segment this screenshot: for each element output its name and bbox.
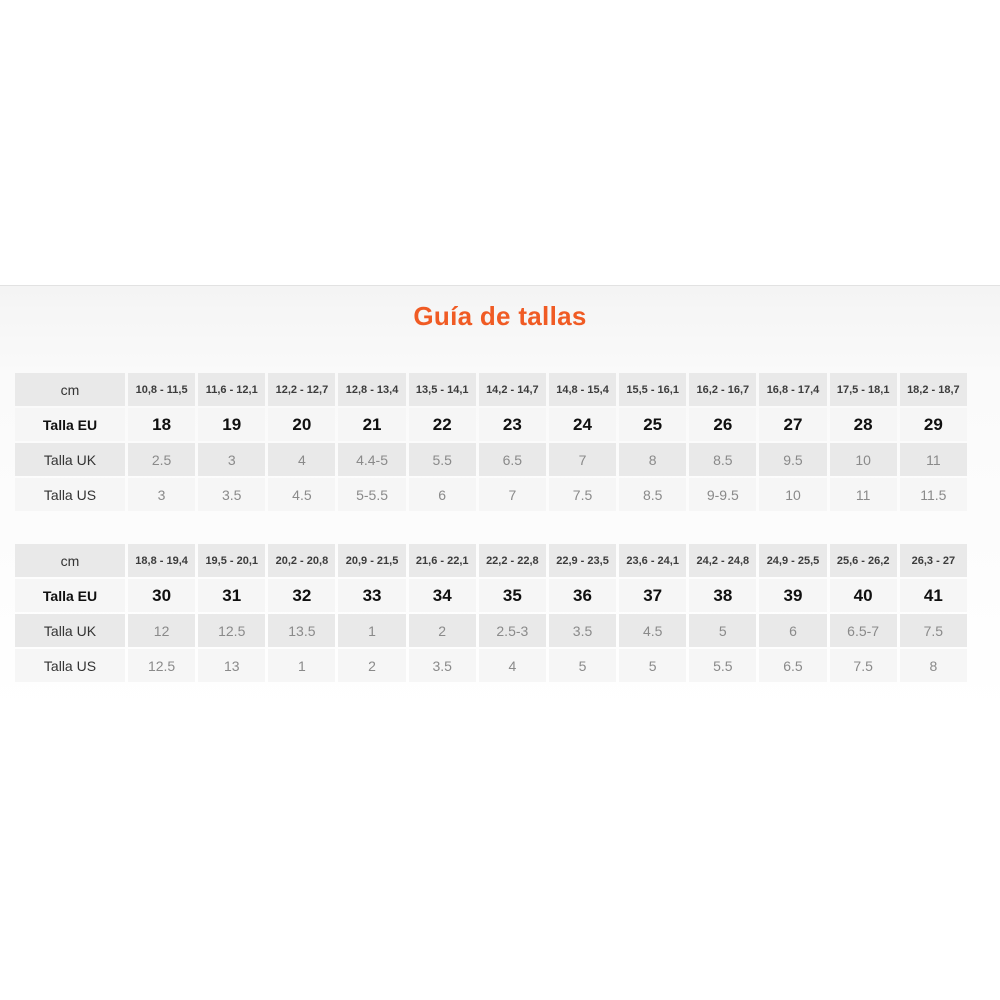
size-cell-eu: 34 <box>409 579 476 612</box>
size-cell-eu: 32 <box>268 579 335 612</box>
size-cell-eu: 37 <box>619 579 686 612</box>
size-cell-uk: 12 <box>128 614 195 647</box>
size-cell-us: 8 <box>900 649 967 682</box>
size-cell-uk: 6 <box>759 614 826 647</box>
table-row-us <box>15 478 967 511</box>
top-whitespace <box>0 0 1000 285</box>
table-row-cm <box>15 544 967 577</box>
size-cell-uk: 6.5-7 <box>830 614 897 647</box>
size-cell-uk: 2.5 <box>128 443 195 476</box>
size-cell-eu: 25 <box>619 408 686 441</box>
size-cell-uk: 5 <box>689 614 756 647</box>
size-cell-eu: 18 <box>128 408 195 441</box>
size-cell-us: 5 <box>549 649 616 682</box>
size-cell-cm: 12,8 - 13,4 <box>338 373 405 406</box>
size-cell-us: 7.5 <box>830 649 897 682</box>
size-cell-us: 3 <box>128 478 195 511</box>
size-table-small-sizes <box>12 371 970 513</box>
size-cell-cm: 17,5 - 18,1 <box>830 373 897 406</box>
size-cell-cm: 16,8 - 17,4 <box>759 373 826 406</box>
table-row-uk <box>15 614 967 647</box>
size-cell-eu: 39 <box>759 579 826 612</box>
size-cell-eu: 28 <box>830 408 897 441</box>
table-row-eu <box>15 579 967 612</box>
size-cell-cm: 20,9 - 21,5 <box>338 544 405 577</box>
size-cell-uk: 8.5 <box>689 443 756 476</box>
size-cell-uk: 11 <box>900 443 967 476</box>
size-cell-cm: 10,8 - 11,5 <box>128 373 195 406</box>
row-label-cm: cm <box>15 544 125 577</box>
size-cell-us: 11.5 <box>900 478 967 511</box>
table-row-us <box>15 649 967 682</box>
size-cell-eu: 23 <box>479 408 546 441</box>
size-cell-uk: 6.5 <box>479 443 546 476</box>
size-cell-uk: 7.5 <box>900 614 967 647</box>
size-cell-us: 13 <box>198 649 265 682</box>
table-row-eu <box>15 408 967 441</box>
size-cell-us: 3.5 <box>409 649 476 682</box>
size-cell-cm: 18,2 - 18,7 <box>900 373 967 406</box>
size-cell-uk: 8 <box>619 443 686 476</box>
row-label-us: Talla US <box>15 649 125 682</box>
size-cell-cm: 25,6 - 26,2 <box>830 544 897 577</box>
size-cell-uk: 12.5 <box>198 614 265 647</box>
size-cell-eu: 19 <box>198 408 265 441</box>
size-cell-cm: 20,2 - 20,8 <box>268 544 335 577</box>
size-cell-eu: 29 <box>900 408 967 441</box>
size-cell-us: 5-5.5 <box>338 478 405 511</box>
size-cell-eu: 27 <box>759 408 826 441</box>
size-cell-uk: 5.5 <box>409 443 476 476</box>
table-row-cm <box>15 373 967 406</box>
size-cell-eu: 31 <box>198 579 265 612</box>
size-cell-us: 6.5 <box>759 649 826 682</box>
page-title: Guía de tallas <box>413 301 587 331</box>
size-cell-eu: 38 <box>689 579 756 612</box>
size-cell-us: 8.5 <box>619 478 686 511</box>
size-cell-us: 6 <box>409 478 476 511</box>
size-cell-cm: 13,5 - 14,1 <box>409 373 476 406</box>
size-cell-eu: 21 <box>338 408 405 441</box>
size-cell-eu: 26 <box>689 408 756 441</box>
size-cell-cm: 22,9 - 23,5 <box>549 544 616 577</box>
size-cell-cm: 24,2 - 24,8 <box>689 544 756 577</box>
row-label-eu: Talla EU <box>15 579 125 612</box>
size-cell-us: 5.5 <box>689 649 756 682</box>
size-guide-section <box>0 285 1000 999</box>
size-cell-cm: 14,2 - 14,7 <box>479 373 546 406</box>
size-cell-eu: 41 <box>900 579 967 612</box>
size-cell-uk: 9.5 <box>759 443 826 476</box>
size-cell-eu: 40 <box>830 579 897 612</box>
size-cell-eu: 22 <box>409 408 476 441</box>
size-cell-cm: 23,6 - 24,1 <box>619 544 686 577</box>
size-cell-cm: 14,8 - 15,4 <box>549 373 616 406</box>
size-cell-uk: 3.5 <box>549 614 616 647</box>
size-cell-cm: 24,9 - 25,5 <box>759 544 826 577</box>
size-cell-eu: 24 <box>549 408 616 441</box>
size-cell-us: 7.5 <box>549 478 616 511</box>
size-cell-us: 5 <box>619 649 686 682</box>
size-cell-us: 2 <box>338 649 405 682</box>
size-cell-cm: 11,6 - 12,1 <box>198 373 265 406</box>
row-label-cm: cm <box>15 373 125 406</box>
size-cell-us: 3.5 <box>198 478 265 511</box>
row-label-us: Talla US <box>15 478 125 511</box>
size-cell-uk: 4 <box>268 443 335 476</box>
size-cell-uk: 1 <box>338 614 405 647</box>
size-cell-eu: 36 <box>549 579 616 612</box>
size-cell-uk: 2.5-3 <box>479 614 546 647</box>
size-cell-us: 10 <box>759 478 826 511</box>
size-cell-uk: 4.4-5 <box>338 443 405 476</box>
size-cell-eu: 30 <box>128 579 195 612</box>
size-cell-cm: 26,3 - 27 <box>900 544 967 577</box>
size-cell-cm: 22,2 - 22,8 <box>479 544 546 577</box>
size-cell-cm: 16,2 - 16,7 <box>689 373 756 406</box>
row-label-eu: Talla EU <box>15 408 125 441</box>
size-cell-us: 1 <box>268 649 335 682</box>
size-cell-us: 7 <box>479 478 546 511</box>
size-cell-eu: 33 <box>338 579 405 612</box>
size-cell-us: 9-9.5 <box>689 478 756 511</box>
size-cell-uk: 13.5 <box>268 614 335 647</box>
size-cell-cm: 19,5 - 20,1 <box>198 544 265 577</box>
size-cell-us: 4.5 <box>268 478 335 511</box>
size-cell-cm: 18,8 - 19,4 <box>128 544 195 577</box>
row-label-uk: Talla UK <box>15 614 125 647</box>
size-cell-eu: 20 <box>268 408 335 441</box>
size-table-large-sizes <box>12 542 970 684</box>
size-cell-uk: 2 <box>409 614 476 647</box>
size-cell-eu: 35 <box>479 579 546 612</box>
size-cell-cm: 15,5 - 16,1 <box>619 373 686 406</box>
size-cell-uk: 4.5 <box>619 614 686 647</box>
size-cell-us: 4 <box>479 649 546 682</box>
size-cell-us: 12.5 <box>128 649 195 682</box>
size-cell-uk: 10 <box>830 443 897 476</box>
size-cell-cm: 21,6 - 22,1 <box>409 544 476 577</box>
size-cell-cm: 12,2 - 12,7 <box>268 373 335 406</box>
table-row-uk <box>15 443 967 476</box>
size-cell-uk: 7 <box>549 443 616 476</box>
size-cell-uk: 3 <box>198 443 265 476</box>
size-cell-us: 11 <box>830 478 897 511</box>
row-label-uk: Talla UK <box>15 443 125 476</box>
